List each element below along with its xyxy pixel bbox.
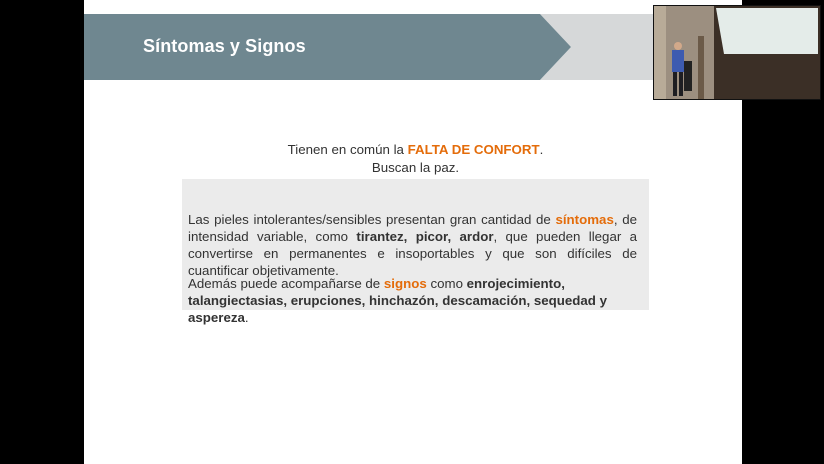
signos-highlight: signos (383, 276, 427, 291)
intro-suffix: . (539, 142, 544, 157)
p1-text-1: Las pieles intolerantes/sensibles presentan gran cantidad de (188, 212, 556, 227)
p2-text-2: como (426, 276, 467, 291)
p2-text-1: Además puede acompañarse de (188, 276, 384, 291)
symptoms-paragraph (188, 211, 637, 279)
signs-paragraph (188, 275, 637, 326)
intro-text (84, 141, 742, 177)
p1-bold-symptoms: tirantez, picor, ardor (356, 229, 494, 244)
falta-de-confort-highlight: FALTA DE CONFORT (407, 142, 540, 157)
title-band (84, 14, 742, 80)
presentation-slide (84, 0, 742, 464)
sintomas-highlight: síntomas (555, 212, 614, 227)
p2-bold-signs: enrojecimiento, talangiectasias, erupciones, hinchazón, descamación, sequedad y aspereza (188, 276, 607, 325)
webcam-scene (654, 6, 820, 99)
intro-line-1 (84, 141, 742, 159)
p1-text-2: , de intensidad variable, como (188, 212, 637, 244)
p1-text-3: , que pueden llegar a convertirse en permanentes e insoportables y que son difíciles de cuantificar objetivamente. (188, 229, 637, 278)
intro-prefix: Tienen en común la (287, 142, 408, 157)
content-box (182, 179, 649, 325)
slide-title: Síntomas y Signos (143, 36, 306, 56)
p2-text-3: . (244, 310, 249, 325)
speaker-webcam-thumbnail (653, 5, 821, 100)
intro-line-2: Buscan la paz. (371, 160, 460, 175)
